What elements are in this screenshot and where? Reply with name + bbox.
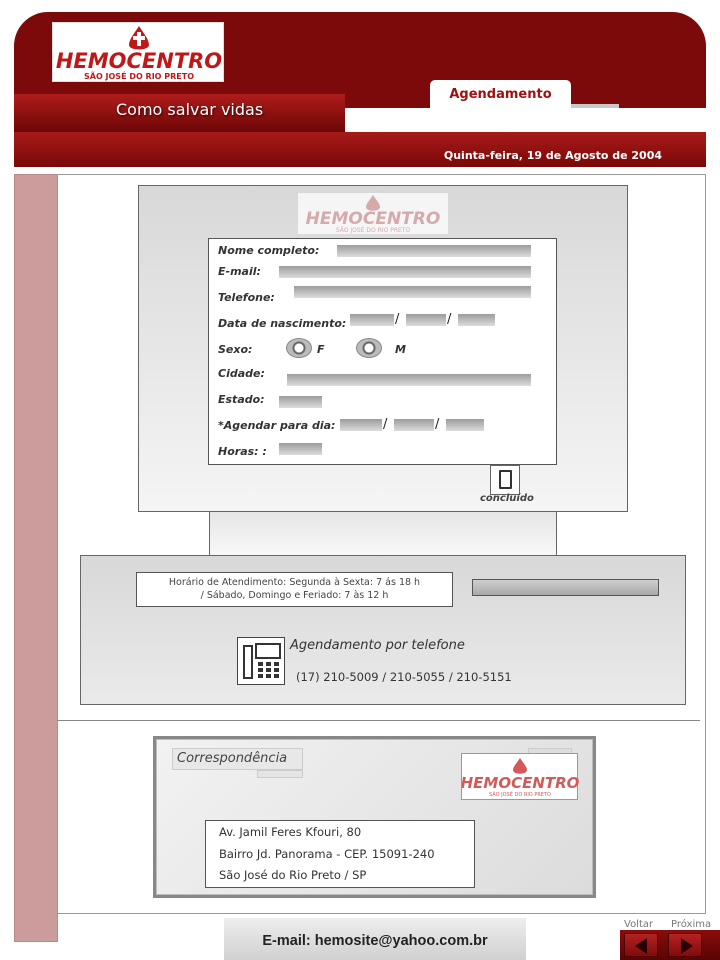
slogan-title: Como salvar vidas (116, 100, 264, 119)
contact-email[interactable]: E-mail: hemosite@yahoo.com.br (224, 918, 526, 960)
sex-radio-m[interactable] (356, 338, 382, 358)
left-sidebar-bar (14, 174, 58, 942)
schedule-year-input[interactable] (446, 419, 484, 431)
address-street: Av. Jamil Feres Kfouri, 80 (219, 825, 362, 839)
birth-day-input[interactable] (350, 314, 394, 326)
schedule-day-input[interactable] (340, 419, 382, 431)
address-city: São José do Rio Preto / SP (219, 868, 367, 882)
blood-drop-cross-icon (53, 23, 225, 83)
schedule-day-label: *Agendar para dia: (218, 419, 336, 432)
section-divider (58, 720, 700, 721)
header-light-strip (345, 108, 706, 132)
form-watermark-logo (298, 193, 448, 234)
date-separator: / (395, 312, 400, 327)
hours-display-field (472, 579, 659, 596)
logo-main-text: HEMOCENTRO (55, 49, 223, 73)
city-input[interactable] (287, 374, 531, 386)
email-input[interactable] (279, 266, 531, 278)
logo-sub-text: SÃO JOSÉ DO RIO PRETO (83, 72, 195, 81)
form-card-stem (209, 512, 557, 556)
submit-document-icon[interactable] (490, 465, 520, 495)
current-date: Quinta-feira, 19 de Agosto de 2004 (443, 149, 662, 162)
sex-radio-f[interactable] (286, 338, 312, 358)
submit-label[interactable]: concluído (480, 493, 534, 504)
appointment-form (208, 238, 557, 465)
next-label[interactable]: Próxima (671, 919, 712, 930)
sex-label: Sexo: (218, 343, 253, 356)
stamp-sub-text: SÃO JOSÉ DO RIO PRETO (489, 792, 551, 798)
date-separator: / (383, 417, 388, 432)
opening-hours-weekend: / Sábado, Domingo e Feriado: 7 às 12 h (200, 590, 389, 601)
prev-label[interactable]: Voltar (624, 919, 654, 930)
stamp-logo-icon (462, 754, 579, 801)
hours-label: Horas: : (218, 445, 267, 458)
next-page-button[interactable] (668, 933, 702, 957)
birth-date-label: Data de nascimento: (218, 317, 347, 330)
phone-input[interactable] (294, 286, 531, 298)
city-label: Cidade: (218, 367, 265, 380)
stamp-main-text: HEMOCENTRO (462, 774, 579, 792)
prev-page-button[interactable] (624, 933, 658, 957)
watermark-main-text: HEMOCENTRO (305, 209, 441, 229)
opening-hours (136, 572, 453, 607)
schedule-month-input[interactable] (394, 419, 434, 431)
phone-numbers: (17) 210-5009 / 210-5055 / 210-5151 (296, 670, 512, 684)
watermark-logo-icon (298, 193, 448, 234)
state-input[interactable] (279, 396, 322, 408)
sex-option-m: M (395, 343, 406, 356)
tab-edge (571, 104, 619, 108)
tab-agendamento[interactable]: Agendamento (430, 80, 571, 108)
arrow-left-icon (625, 934, 659, 958)
telephone-icon (237, 637, 285, 685)
date-separator: / (435, 417, 440, 432)
date-separator: / (447, 312, 452, 327)
birth-month-input[interactable] (406, 314, 446, 326)
birth-year-input[interactable] (458, 314, 495, 326)
mail-title-tab (257, 770, 303, 778)
full-name-input[interactable] (337, 245, 531, 257)
phone-booking-title: Agendamento por telefone (290, 638, 465, 653)
arrow-right-icon (669, 934, 703, 958)
full-name-label: Nome completo: (218, 244, 320, 257)
hours-input[interactable] (279, 443, 322, 455)
address-neighborhood: Bairro Jd. Panorama - CEP. 15091-240 (219, 847, 435, 861)
hemocentro-logo[interactable] (52, 22, 224, 82)
state-label: Estado: (218, 393, 265, 406)
opening-hours-weekdays: Horário de Atendimento: Segunda à Sexta: 7 ás 18 h (168, 577, 421, 588)
phone-label: Telefone: (218, 291, 275, 304)
sex-option-f: F (317, 343, 325, 356)
mail-title: Correspondência (177, 751, 288, 766)
email-label: E-mail: (218, 265, 261, 278)
watermark-sub-text: SÃO JOSÉ DO RIO PRETO (335, 227, 411, 234)
envelope-stamp-logo (461, 753, 578, 800)
